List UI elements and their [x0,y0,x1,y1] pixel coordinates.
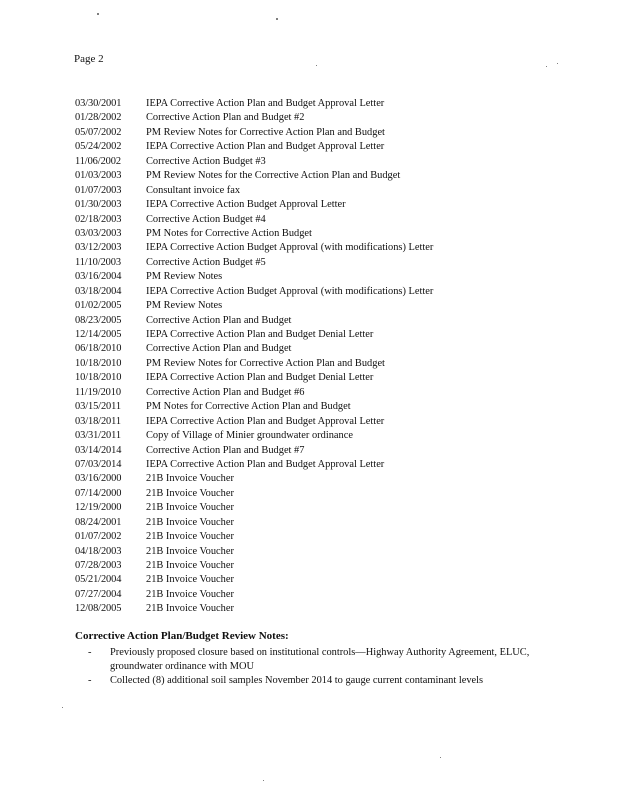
entry-date: 01/28/2002 [75,112,122,124]
log-entry [75,559,433,573]
bullet-dash: - [88,647,92,658]
log-entry [75,314,433,328]
log-entry [75,227,433,241]
entry-date: 06/18/2010 [75,343,122,355]
entry-date: 03/18/2011 [75,415,121,427]
entry-description: Copy of Village of Minier groundwater ordinance [146,430,353,442]
entry-date: 12/14/2005 [75,329,122,340]
entry-date: 03/18/2004 [75,285,122,297]
log-entry [75,429,433,443]
entry-description: PM Review Notes for Corrective Action Plan and Budget [146,357,385,369]
entry-date: 03/12/2003 [75,242,122,254]
scan-speck [62,707,63,708]
entry-description: IEPA Corrective Action Plan and Budget Approval Letter [146,458,385,470]
entry-description: PM Review Notes for Corrective Action Plan and Budget [146,126,385,138]
bullet-dash: - [88,675,92,686]
log-entry [75,472,433,486]
entry-description: IEPA Corrective Action Plan and Budget Approval Letter [146,98,385,109]
log-entry [75,386,433,400]
entry-description: 21B Invoice Voucher [146,502,234,514]
scan-speck [316,65,317,66]
entry-description: IEPA Corrective Action Plan and Budget Denial Letter [146,372,374,384]
entry-date: 08/24/2001 [75,516,122,528]
entry-date: 03/15/2011 [75,401,121,413]
log-entry [75,155,433,169]
entry-date: 11/06/2002 [75,155,121,167]
scan-speck [276,18,278,20]
entry-description: IEPA Corrective Action Plan and Budget Denial Letter [146,329,374,340]
review-notes-list [88,646,568,689]
entry-description: Consultant invoice fax [146,184,241,196]
log-entry [75,415,433,429]
log-entry [75,328,433,342]
log-entry [75,184,433,198]
scan-speck [557,63,558,64]
log-entry [75,213,433,227]
entry-date: 01/02/2005 [75,300,122,312]
scan-speck [546,66,547,67]
entry-date: 01/30/2003 [75,199,122,211]
entry-description: PM Review Notes [146,300,223,312]
entry-description: 21B Invoice Voucher [146,487,234,499]
scan-speck [440,757,441,758]
log-entry [75,501,433,515]
log-entry [75,545,433,559]
log-entry [75,140,433,154]
entry-date: 03/31/2011 [75,430,121,442]
entry-description: Corrective Action Budget #4 [146,213,266,225]
scan-speck [97,13,99,15]
review-note-text: Collected (8) additional soil samples November 2014 to gauge current contaminant levels [110,675,484,686]
entry-description: 21B Invoice Voucher [146,603,234,615]
entry-date: 04/18/2003 [75,545,122,557]
entry-description: 21B Invoice Voucher [146,473,234,485]
entry-date: 07/03/2014 [75,458,122,470]
entry-description: 21B Invoice Voucher [146,588,234,600]
review-notes-title: Corrective Action Plan/Budget Review Notes: [75,630,289,642]
entry-date: 03/16/2000 [75,473,122,485]
entry-description: 21B Invoice Voucher [146,560,234,571]
entry-date: 01/07/2002 [75,531,122,543]
entry-date: 12/19/2000 [75,502,122,514]
entry-description: Corrective Action Plan and Budget #2 [146,112,305,124]
scan-speck [263,780,264,781]
log-entry [75,342,433,356]
entry-date: 07/14/2000 [75,487,122,499]
log-entry [75,169,433,183]
entry-description: IEPA Corrective Action Plan and Budget Approval Letter [146,415,385,427]
entry-description: PM Review Notes [146,271,223,283]
entry-description: IEPA Corrective Action Plan and Budget Approval Letter [146,141,385,153]
entry-description: Corrective Action Budget #3 [146,155,266,167]
log-entry [75,97,433,111]
log-entry [75,530,433,544]
log-entry [75,357,433,371]
log-entry [75,400,433,414]
entry-date: 11/10/2003 [75,256,121,268]
log-entry [75,573,433,587]
log-entry [75,458,433,472]
review-note-text: Previously proposed closure based on institutional controls—Highway Authority Agreement, ELUC, groundwater ordinance with MOU [110,647,530,672]
log-entry [75,126,433,140]
entry-description: Corrective Action Budget #5 [146,256,266,268]
entry-date: 12/08/2005 [75,603,122,615]
log-entry [75,602,433,616]
entry-date: 01/03/2003 [75,170,122,182]
page-label: Page 2 [74,53,104,65]
entry-description: Corrective Action Plan and Budget #7 [146,444,305,456]
entry-date: 05/07/2002 [75,126,122,138]
log-entry [75,516,433,530]
entry-date: 05/21/2004 [75,574,122,586]
log-entry [75,270,433,284]
log-entry [75,588,433,602]
entry-date: 01/07/2003 [75,184,122,196]
review-note-item [88,646,568,673]
entry-description: 21B Invoice Voucher [146,531,234,543]
entry-description: PM Review Notes for the Corrective Action Plan and Budget [146,170,401,182]
document-log [75,97,433,617]
entry-date: 02/18/2003 [75,213,122,225]
entry-date: 07/27/2004 [75,588,122,600]
entry-date: 10/18/2010 [75,357,122,369]
entry-description: IEPA Corrective Action Budget Approval (with modifications) Letter [146,242,434,254]
entry-date: 03/03/2003 [75,227,122,239]
entry-date: 03/14/2014 [75,444,122,456]
entry-date: 03/30/2001 [75,98,122,109]
entry-description: Corrective Action Plan and Budget [146,343,292,355]
entry-description: 21B Invoice Voucher [146,545,234,557]
log-entry [75,256,433,270]
entry-date: 05/24/2002 [75,141,122,153]
entry-date: 10/18/2010 [75,372,122,384]
entry-description: PM Notes for Corrective Action Plan and Budget [146,401,351,413]
log-entry [75,371,433,385]
entry-description: Corrective Action Plan and Budget [146,314,292,326]
review-note-item [88,674,568,688]
entry-date: 07/28/2003 [75,560,122,571]
log-entry [75,285,433,299]
entry-description: 21B Invoice Voucher [146,574,234,586]
entry-description: IEPA Corrective Action Budget Approval Letter [146,199,346,211]
entry-description: IEPA Corrective Action Budget Approval (with modifications) Letter [146,285,434,297]
log-entry [75,198,433,212]
log-entry [75,241,433,255]
entry-description: 21B Invoice Voucher [146,516,234,528]
entry-description: PM Notes for Corrective Action Budget [146,227,312,239]
log-entry [75,444,433,458]
log-entry [75,111,433,125]
log-entry [75,487,433,501]
entry-date: 08/23/2005 [75,314,122,326]
entry-date: 11/19/2010 [75,386,121,398]
log-entry [75,299,433,313]
entry-description: Corrective Action Plan and Budget #6 [146,386,305,398]
entry-date: 03/16/2004 [75,271,122,283]
